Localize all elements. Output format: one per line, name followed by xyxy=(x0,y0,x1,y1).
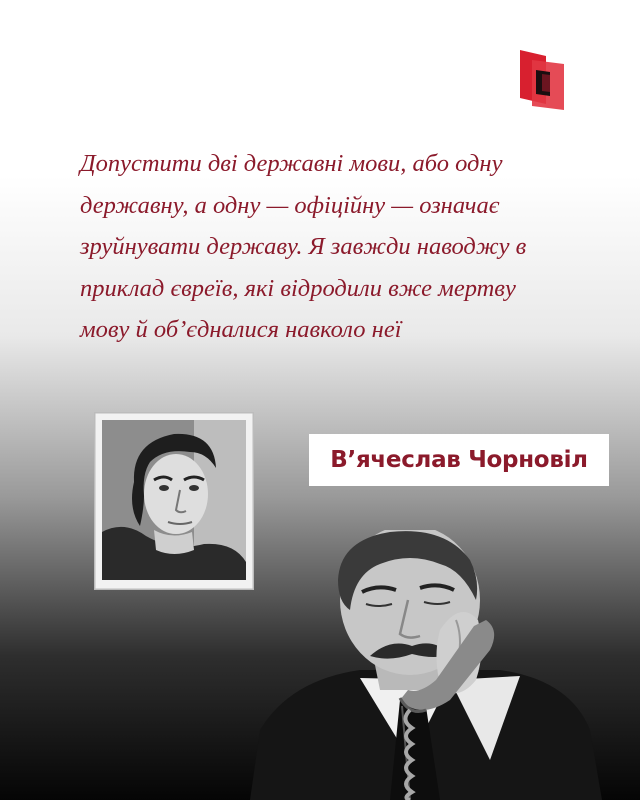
author-photo xyxy=(250,530,640,800)
quote-text: Допустити дві державні мови, або одну державну, а одну — офіційну — означає зруйнувати державу. Я завжди наводжу в приклад євреїв, які відродили вже мертву мову й об’єдналися навколо неї xyxy=(80,150,527,343)
brand-logo-icon xyxy=(520,48,566,112)
portrait-painting xyxy=(94,412,254,590)
author-name-label xyxy=(309,434,609,486)
author-name: В’ячеслав Чорновіл xyxy=(330,447,588,473)
